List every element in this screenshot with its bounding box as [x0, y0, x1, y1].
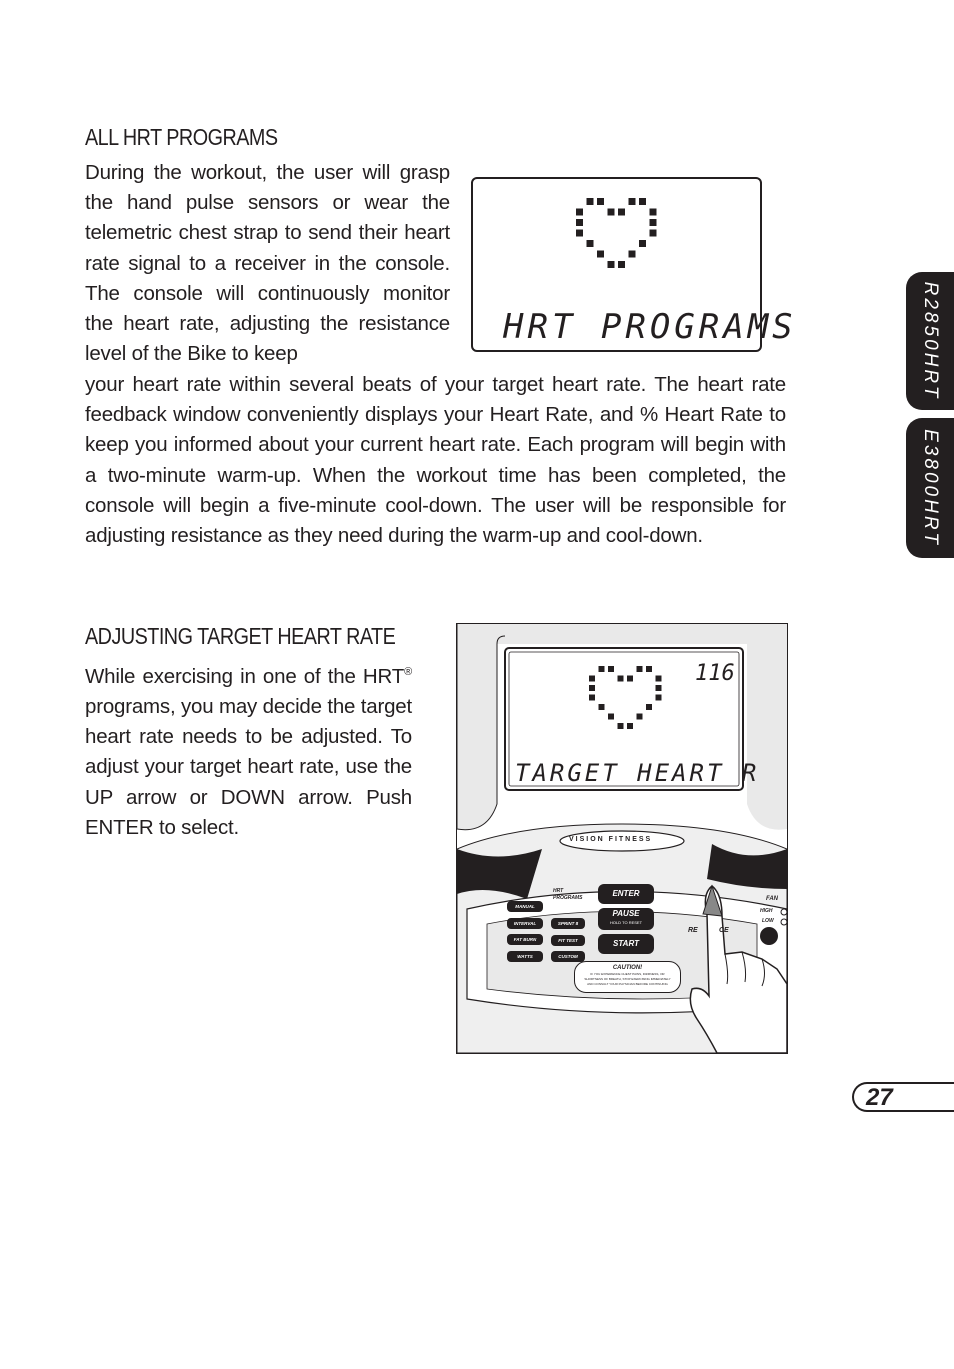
page-number-text: 27	[866, 1084, 893, 1111]
heart-pixel	[646, 704, 652, 710]
heart-pixel	[589, 676, 595, 682]
heart-pixel	[597, 251, 604, 258]
paragraph-adjusting-part-b: programs, you may decide the target heart rate needs to be adjusted. To adjust your target heart rate, use the UP arrow or DOWN arrow. Push ENTER to select.	[85, 695, 412, 839]
heart-pixel	[637, 666, 643, 672]
heading-all-hrt-programs: ALL HRT PROGRAMS	[85, 124, 278, 150]
heart-pixel	[637, 714, 643, 720]
registered-mark: ®	[404, 666, 412, 678]
caution-label	[574, 961, 681, 993]
program-buttons-left	[507, 901, 543, 967]
heart-pixel	[589, 685, 595, 691]
heart-pixel	[599, 704, 605, 710]
caution-line-2: SHORTNESS OF BREATH, STOP EXERCISING IMMEDIATELY	[584, 977, 671, 981]
program-button-custom[interactable]: CUSTOM	[551, 951, 585, 962]
heart-pixel	[627, 723, 633, 729]
program-button-interval[interactable]: INTERVAL	[507, 918, 543, 929]
heart-pixel	[629, 251, 636, 258]
heart-pixel	[576, 209, 583, 216]
heart-pixel	[639, 198, 646, 205]
heart-pixel	[608, 666, 614, 672]
heart-pixel	[656, 695, 662, 701]
program-button-sprint-8[interactable]: SPRINT 8	[551, 918, 585, 929]
paragraph-hrt-detail: your heart rate within several beats of your target heart rate. The heart rate feedback window conveniently displays your Heart Rate, and % Heart Rate to keep you informed about your current heart rate. Each program will begin with a two-minute warm-up. When the workout time has been completed, the console will begin a five-minute cool-down. The user will be responsible for adjusting resistance as they need during the warm-up and cool-down.	[85, 373, 786, 548]
program-button-watts[interactable]: WATTS	[507, 951, 543, 962]
heart-pixel	[608, 261, 615, 268]
fan-high-label: HIGH	[760, 908, 773, 914]
program-button-fat-burn[interactable]: FAT BURN	[507, 934, 543, 945]
start-button[interactable]: START	[598, 934, 654, 954]
enter-button[interactable]: ENTER	[598, 884, 654, 904]
heart-pixel	[587, 240, 594, 247]
heart-pixel	[597, 198, 604, 205]
resistance-label-left: RE	[688, 927, 698, 934]
brand-logo: VISION FITNESS	[569, 836, 653, 843]
caution-line-3: AND CONSULT YOUR PHYSICIAN BEFORE CONTINUING	[587, 982, 668, 986]
heart-pixel	[629, 198, 636, 205]
heart-pixel	[618, 209, 625, 216]
heading-adjusting-target-heart-rate: ADJUSTING TARGET HEART RATE	[85, 623, 396, 649]
heart-pixel	[650, 230, 657, 237]
heart-pixel	[650, 209, 657, 216]
heart-pixel	[618, 723, 624, 729]
fan-label: FAN	[766, 896, 778, 902]
lcd-text-target-heart: TARGET HEART R	[515, 759, 760, 787]
program-button-manual[interactable]: MANUAL	[507, 901, 543, 912]
page-number	[852, 1082, 954, 1112]
heart-pixel	[618, 261, 625, 268]
heart-pixel	[650, 219, 657, 226]
heart-pixel	[639, 240, 646, 247]
hrt-programs-label: HRT PROGRAMS	[553, 888, 583, 901]
program-buttons-right	[551, 918, 585, 968]
heart-pixel	[576, 219, 583, 226]
lcd-display-hrt-programs	[471, 177, 797, 352]
pause-sublabel: HOLD TO RESET	[609, 920, 643, 925]
heart-pixel	[599, 666, 605, 672]
heart-pixel	[608, 209, 615, 216]
pause-button[interactable]	[598, 908, 654, 930]
heart-pixel	[646, 666, 652, 672]
fan-low-label: LOW	[762, 918, 774, 924]
heart-pixel	[627, 676, 633, 682]
heart-pixel	[618, 676, 624, 682]
paragraph-hrt-intro: During the workout, the user will grasp the hand pulse sensors or wear the telemetric chest strap to send their heart rate signal to a receiver in the console. The console will continuously monitor the heart rate, adjusting the resistance level of the Bike to keep	[85, 161, 450, 366]
heart-pixel	[587, 198, 594, 205]
heart-pixel	[656, 676, 662, 682]
lcd-heart-rate-number: 116	[695, 661, 735, 686]
heart-pixel	[656, 685, 662, 691]
resistance-label-right: CE	[719, 927, 729, 934]
tab-e3800hrt: E3800HRT	[906, 418, 954, 558]
caution-line-1: IF YOU EXPERIENCE CHEST PAINS, DIZZINESS, OR	[590, 972, 665, 976]
tab-r2850hrt: R2850HRT	[906, 272, 954, 410]
lcd-text-hrt-programs: HRT PROGRAMS	[503, 307, 797, 347]
console-illustration	[456, 623, 788, 1054]
pause-label: PAUSE	[612, 909, 640, 918]
caution-title: CAUTION!	[612, 965, 643, 971]
program-button-fit-test[interactable]: FIT TEST	[551, 935, 585, 946]
paragraph-adjusting	[85, 657, 412, 843]
heart-pixel	[589, 695, 595, 701]
paragraph-adjusting-part-a: While exercising in one of the HRT	[85, 664, 405, 688]
heart-pixel	[608, 714, 614, 720]
heart-pixel	[576, 230, 583, 237]
